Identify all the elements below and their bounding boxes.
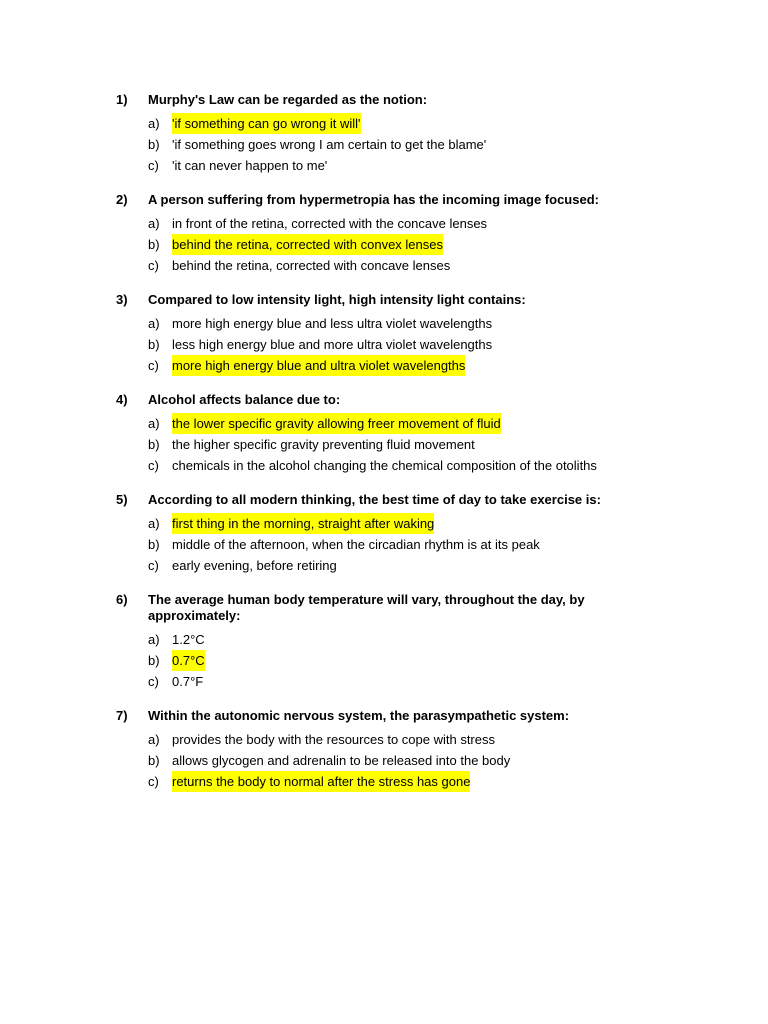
question-7-option-c bbox=[0, 771, 768, 792]
question-text: Murphy's Law can be regarded as the notion: bbox=[148, 92, 428, 107]
option-letter: a) bbox=[148, 632, 160, 647]
option-text: 'if something goes wrong I am certain to get the blame' bbox=[172, 137, 487, 152]
option-list bbox=[0, 513, 768, 576]
question-number: 1) bbox=[116, 92, 128, 107]
question-3-option-c bbox=[0, 355, 768, 376]
option-list bbox=[0, 213, 768, 276]
option-letter: b) bbox=[148, 753, 160, 768]
question-number: 5) bbox=[116, 492, 128, 507]
option-list bbox=[0, 629, 768, 692]
question-5-option-c bbox=[0, 555, 768, 576]
question-6 bbox=[0, 592, 768, 692]
option-text: middle of the afternoon, when the circadian rhythm is at its peak bbox=[172, 537, 540, 552]
option-text: the higher specific gravity preventing fluid movement bbox=[172, 437, 475, 452]
option-letter: b) bbox=[148, 653, 160, 668]
question-2-option-b bbox=[0, 234, 768, 255]
option-letter: c) bbox=[148, 774, 159, 789]
question-4 bbox=[0, 392, 768, 476]
question-heading bbox=[0, 708, 768, 724]
question-text: A person suffering from hypermetropia has the incoming image focused: bbox=[148, 192, 599, 207]
option-letter: c) bbox=[148, 458, 159, 473]
question-2 bbox=[0, 192, 768, 276]
option-letter: a) bbox=[148, 516, 160, 531]
option-text: less high energy blue and more ultra violet wavelengths bbox=[172, 337, 493, 352]
highlighted-answer-text: behind the retina, corrected with convex lenses bbox=[172, 234, 443, 255]
option-letter: b) bbox=[148, 437, 160, 452]
question-7-option-a bbox=[0, 729, 768, 750]
question-heading bbox=[0, 92, 768, 108]
question-4-option-a bbox=[0, 413, 768, 434]
option-letter: c) bbox=[148, 358, 159, 373]
option-list bbox=[0, 729, 768, 792]
option-letter: a) bbox=[148, 116, 160, 131]
question-number: 2) bbox=[116, 192, 128, 207]
option-letter: c) bbox=[148, 158, 159, 173]
option-text: chemicals in the alcohol changing the chemical composition of the otoliths bbox=[172, 458, 597, 473]
option-letter: a) bbox=[148, 316, 160, 331]
option-text: 1.2°C bbox=[172, 632, 205, 647]
question-heading bbox=[0, 392, 768, 408]
question-text: The average human body temperature will vary, throughout the day, by approximately: bbox=[148, 592, 585, 623]
option-text: 0.7°F bbox=[172, 674, 204, 689]
question-number: 7) bbox=[116, 708, 128, 723]
option-list bbox=[0, 413, 768, 476]
highlighted-answer-text: first thing in the morning, straight after waking bbox=[172, 513, 434, 534]
option-text: early evening, before retiring bbox=[172, 558, 337, 573]
question-3 bbox=[0, 292, 768, 376]
question-4-option-c bbox=[0, 455, 768, 476]
option-list bbox=[0, 313, 768, 376]
option-letter: b) bbox=[148, 237, 160, 252]
question-7-option-b bbox=[0, 750, 768, 771]
question-3-option-a bbox=[0, 313, 768, 334]
question-heading bbox=[0, 492, 768, 508]
highlighted-answer-text: the lower specific gravity allowing freer movement of fluid bbox=[172, 413, 501, 434]
question-text: Within the autonomic nervous system, the parasympathetic system: bbox=[148, 708, 570, 723]
option-letter: b) bbox=[148, 137, 160, 152]
option-text: provides the body with the resources to cope with stress bbox=[172, 732, 495, 747]
option-list bbox=[0, 113, 768, 176]
option-text: more high energy blue and less ultra violet wavelengths bbox=[172, 316, 493, 331]
question-7 bbox=[0, 708, 768, 792]
option-text: in front of the retina, corrected with the concave lenses bbox=[172, 216, 488, 231]
option-letter: b) bbox=[148, 537, 160, 552]
question-1-option-c bbox=[0, 155, 768, 176]
question-5 bbox=[0, 492, 768, 576]
option-letter: c) bbox=[148, 258, 159, 273]
question-text: Compared to low intensity light, high intensity light contains: bbox=[148, 292, 526, 307]
option-letter: c) bbox=[148, 558, 159, 573]
question-number: 4) bbox=[116, 392, 128, 407]
question-1 bbox=[0, 92, 768, 176]
question-6-option-b bbox=[0, 650, 768, 671]
option-text: allows glycogen and adrenalin to be released into the body bbox=[172, 753, 511, 768]
question-number: 3) bbox=[116, 292, 128, 307]
option-letter: b) bbox=[148, 337, 160, 352]
question-6-option-c bbox=[0, 671, 768, 692]
question-5-option-a bbox=[0, 513, 768, 534]
highlighted-answer-text: returns the body to normal after the stress has gone bbox=[172, 771, 470, 792]
question-1-option-a bbox=[0, 113, 768, 134]
highlighted-answer-text: 0.7°C bbox=[172, 650, 205, 671]
question-2-option-a bbox=[0, 213, 768, 234]
question-2-option-c bbox=[0, 255, 768, 276]
question-1-option-b bbox=[0, 134, 768, 155]
question-4-option-b bbox=[0, 434, 768, 455]
question-6-option-a bbox=[0, 629, 768, 650]
option-letter: c) bbox=[148, 674, 159, 689]
option-letter: a) bbox=[148, 416, 160, 431]
question-5-option-b bbox=[0, 534, 768, 555]
question-heading bbox=[0, 592, 768, 624]
option-text: behind the retina, corrected with concave lenses bbox=[172, 258, 451, 273]
highlighted-answer-text: more high energy blue and ultra violet wavelengths bbox=[172, 355, 465, 376]
highlighted-answer-text: 'if something can go wrong it will' bbox=[172, 113, 361, 134]
option-letter: a) bbox=[148, 732, 160, 747]
option-letter: a) bbox=[148, 216, 160, 231]
question-text: Alcohol affects balance due to: bbox=[148, 392, 341, 407]
question-list bbox=[0, 92, 768, 808]
question-number: 6) bbox=[116, 592, 128, 607]
question-heading bbox=[0, 192, 768, 208]
question-heading bbox=[0, 292, 768, 308]
question-text: According to all modern thinking, the best time of day to take exercise is: bbox=[148, 492, 601, 507]
option-text: 'it can never happen to me' bbox=[172, 158, 328, 173]
question-3-option-b bbox=[0, 334, 768, 355]
